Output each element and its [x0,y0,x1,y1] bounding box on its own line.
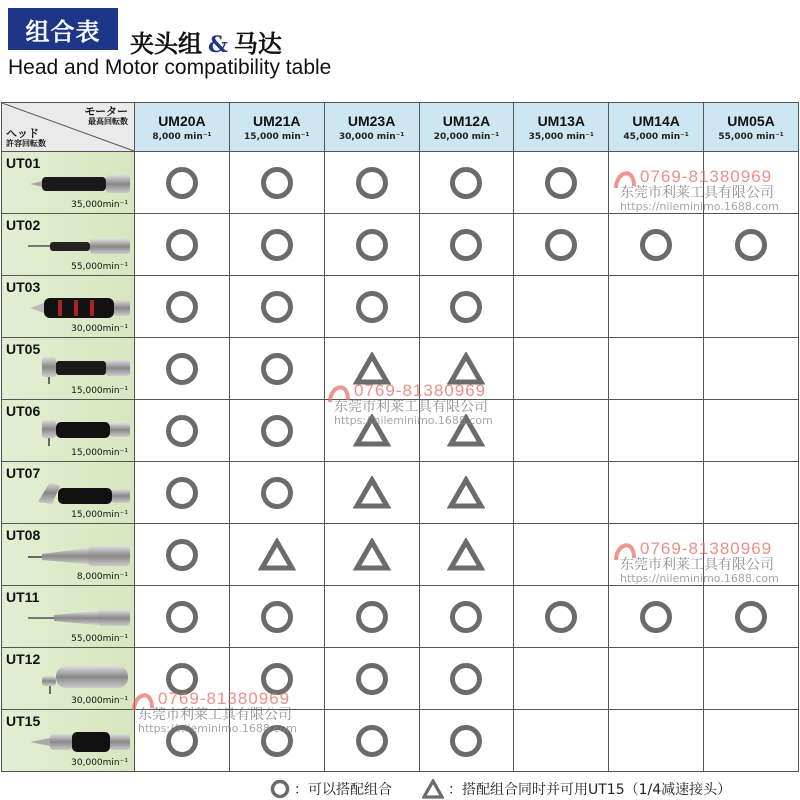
motor-speed: 8,000 min⁻¹ [152,131,212,142]
compat-cell [135,462,230,524]
compat-cell [135,152,230,214]
head-speed: 55,000min⁻¹ [71,262,128,272]
motor-name: UM23A [347,112,396,129]
motor-speed: 55,000 min⁻¹ [718,131,784,142]
watermark-url: https://nileminimo.1688.com [620,571,779,585]
compatible-circle-icon [354,661,390,697]
compat-cell [609,214,704,276]
compat-cell [704,276,799,338]
compat-cell [514,586,609,648]
compatible-circle-icon [259,351,295,387]
compat-cell [324,214,419,276]
compatible-circle-icon [164,475,200,511]
head-speed: 15,000min⁻¹ [71,448,128,458]
compatible-circle-icon [448,661,484,697]
compatible-circle-icon [354,289,390,325]
compat-cell [514,462,609,524]
head-speed: 35,000min⁻¹ [71,200,128,210]
head-cell-ut12 [2,648,135,710]
handpiece-straight-reducer-icon [28,726,132,756]
reducer-triangle-icon [353,476,391,510]
compat-cell [135,710,230,772]
head-code: UT02 [6,217,41,233]
motor-name: UM12A [442,112,491,129]
head-speed: 30,000min⁻¹ [71,324,128,334]
compatible-circle-icon [259,661,295,697]
compat-cell [229,586,324,648]
handpiece-straight-slim-icon [28,230,132,260]
compat-cell [229,276,324,338]
compatible-circle-icon [448,227,484,263]
compat-cell [135,586,230,648]
compat-cell [419,462,514,524]
table-row [2,462,799,524]
compat-cell [609,276,704,338]
compatible-circle-icon [354,165,390,201]
compat-cell [324,338,419,400]
compat-cell [135,648,230,710]
compat-cell [229,524,324,586]
compatible-circle-icon [543,227,579,263]
watermark-company: 东莞市利莱工具有限公司 [620,556,774,573]
compatible-circle-icon [259,413,295,449]
compat-cell [229,400,324,462]
corner-head-label [6,128,46,148]
head-cell-ut07 [2,462,135,524]
corner-motor-label [84,106,128,126]
page-title-en: Head and Motor compatibility table [8,56,332,79]
motor-header-row [2,103,799,152]
motor-speed: 35,000 min⁻¹ [528,131,595,142]
table-row [2,276,799,338]
title-motor-part: 马达 [233,30,282,58]
compat-cell [419,586,514,648]
watermark-url: https://nileminimo.1688.com [334,413,493,427]
reducer-triangle-icon [353,538,391,572]
head-cell-ut08 [2,524,135,586]
motor-name: UM05A [727,112,775,129]
compatible-circle-icon [164,599,200,635]
motor-name: UM21A [253,112,301,129]
table-corner [2,103,135,152]
head-cell-ut02 [2,214,135,276]
watermark-phone: 0769-81380969 [640,539,773,558]
compat-cell [135,338,230,400]
motor-axis-label: モーター [84,105,128,118]
compat-cell [419,648,514,710]
table-row [2,524,799,586]
handpiece-straight-pen-icon [28,602,132,632]
head-code: UT12 [6,651,41,667]
compat-cell [135,524,230,586]
head-speed: 30,000min⁻¹ [71,758,128,768]
reducer-triangle-icon [447,352,485,386]
head-speed: 8,000min⁻¹ [76,572,128,582]
compatible-circle-icon [259,599,295,635]
compat-cell [514,214,609,276]
head-cell-ut05 [2,338,135,400]
motor-header-um12a [419,103,514,152]
reducer-triangle-icon [447,476,485,510]
compat-cell [135,400,230,462]
compat-cell [419,338,514,400]
title-ampersand: & [208,32,228,58]
compatible-circle-icon [448,289,484,325]
compatible-circle-icon [448,723,484,759]
head-code: UT01 [6,155,41,171]
legend-triangle-text: ：搭配组合同时并可用UT15（1/4减速接头） [448,782,732,798]
compatible-circle-icon [259,227,295,263]
compat-cell [324,586,419,648]
compat-cell [229,214,324,276]
compat-cell [514,648,609,710]
page-title-cn [130,24,282,59]
compatible-circle-icon [448,599,484,635]
compat-cell [609,586,704,648]
motor-name: UM13A [537,112,586,129]
compatible-circle-icon [543,599,579,635]
motor-name: UM14A [632,112,680,129]
table-row [2,152,799,214]
compat-cell [609,710,704,772]
reducer-triangle-icon [447,538,485,572]
table-row [2,710,799,772]
compat-cell [229,152,324,214]
legend-circle-text: ：可以搭配组合 [294,782,392,798]
handpiece-straight-black-icon [28,168,132,198]
handpiece-straight-grip-icon [28,292,132,322]
compatible-circle-icon [164,165,200,201]
handpiece-angle-90-black-icon [28,416,132,446]
reducer-triangle-icon [258,538,296,572]
compat-cell [419,400,514,462]
compat-cell [609,400,704,462]
compatible-circle-icon [543,165,579,201]
compat-cell [419,710,514,772]
table-row [2,214,799,276]
compat-cell [704,338,799,400]
compat-cell [135,214,230,276]
table-row [2,586,799,648]
head-code: UT11 [6,589,40,605]
legend-triangle-icon [422,779,444,799]
motor-speed: 30,000 min⁻¹ [338,131,405,142]
head-code: UT08 [6,527,41,543]
head-speed: 15,000min⁻¹ [71,510,128,520]
compat-cell [324,462,419,524]
handpiece-straight-long-icon [28,540,132,570]
legend [270,780,731,798]
compat-cell [324,276,419,338]
motor-speed: 20,000 min⁻¹ [433,131,500,142]
motor-header-um05a [704,103,799,152]
motor-header-um13a [514,103,609,152]
compatible-circle-icon [354,227,390,263]
motor-axis-sub: 最高回転数 [88,116,128,126]
reducer-triangle-icon [447,414,485,448]
compat-cell [609,648,704,710]
table-row [2,648,799,710]
compat-cell [514,710,609,772]
compatible-circle-icon [354,599,390,635]
compat-cell [229,710,324,772]
table-body [2,152,799,772]
compat-cell [419,152,514,214]
compat-cell [704,586,799,648]
motor-name: UM20A [158,112,206,129]
head-cell-ut01 [2,152,135,214]
head-speed: 55,000min⁻¹ [71,634,128,644]
head-code: UT07 [6,465,41,481]
handpiece-angle-silver-icon [28,664,132,694]
watermark-company: 东莞市利莱工具有限公司 [620,184,774,201]
compat-cell [324,152,419,214]
compatible-circle-icon [448,165,484,201]
reducer-triangle-icon [353,414,391,448]
motor-header-um20a [135,103,230,152]
compat-cell [229,648,324,710]
compatible-circle-icon [164,723,200,759]
handpiece-angle-45-icon [28,478,132,508]
compatibility-table [1,102,799,772]
compat-cell [324,524,419,586]
compatible-circle-icon [638,599,674,635]
compatible-circle-icon [259,289,295,325]
motor-header-um23a [324,103,419,152]
compatible-circle-icon [164,351,200,387]
watermark-phone: 0769-81380969 [354,381,487,400]
section-tag: 组合表 [8,8,118,50]
head-code: UT03 [6,279,41,295]
reducer-triangle-icon [353,352,391,386]
compatible-circle-icon [638,227,674,263]
compat-cell [609,152,704,214]
compatible-circle-icon [164,289,200,325]
compat-cell [609,338,704,400]
table-row [2,338,799,400]
compatible-circle-icon [259,723,295,759]
compat-cell [229,462,324,524]
compat-cell [704,152,799,214]
compat-cell [324,648,419,710]
watermark-company: 东莞市利莱工具有限公司 [138,706,292,723]
compat-cell [419,276,514,338]
compat-cell [704,462,799,524]
legend-circle-icon [270,779,290,799]
compat-cell [324,710,419,772]
table-row [2,400,799,462]
head-speed: 15,000min⁻¹ [71,386,128,396]
compat-cell [704,710,799,772]
watermark-phone: 0769-81380969 [640,167,773,186]
head-axis-label: ヘッド [6,127,39,141]
compat-cell [229,338,324,400]
compat-cell [514,276,609,338]
compatible-circle-icon [354,723,390,759]
watermark-phone: 0769-81380969 [158,689,291,708]
compat-cell [704,648,799,710]
compat-cell [514,400,609,462]
motor-header-um21a [229,103,324,152]
compat-cell [704,214,799,276]
compat-cell [514,152,609,214]
compat-cell [704,400,799,462]
head-cell-ut03 [2,276,135,338]
compatible-circle-icon [259,165,295,201]
motor-header-um14a [609,103,704,152]
compat-cell [514,524,609,586]
motor-speed: 15,000 min⁻¹ [244,131,310,142]
compatible-circle-icon [733,227,769,263]
head-code: UT15 [6,713,41,729]
compat-cell [135,276,230,338]
head-axis-sub: 許容回転数 [6,138,46,148]
head-cell-ut15 [2,710,135,772]
compatible-circle-icon [164,537,200,573]
title-head-part: 夹头组 [130,30,202,58]
compat-cell [704,524,799,586]
head-cell-ut11 [2,586,135,648]
head-speed: 30,000min⁻¹ [71,696,128,706]
compatible-circle-icon [164,413,200,449]
handpiece-angle-90-icon [28,354,132,384]
compat-cell [324,400,419,462]
compatible-circle-icon [733,599,769,635]
watermark-url: https://nileminimo.1688.com [138,721,297,735]
watermark-company: 东莞市利莱工具有限公司 [334,398,488,415]
head-cell-ut06 [2,400,135,462]
compat-cell [609,524,704,586]
compat-cell [514,338,609,400]
compat-cell [419,524,514,586]
compat-cell [419,214,514,276]
compatible-circle-icon [164,661,200,697]
compatible-circle-icon [164,227,200,263]
head-code: UT06 [6,403,41,419]
head-code: UT05 [6,341,41,357]
compatible-circle-icon [259,475,295,511]
motor-speed: 45,000 min⁻¹ [623,131,689,142]
compat-cell [609,462,704,524]
watermark-url: https://nileminimo.1688.com [620,199,779,213]
